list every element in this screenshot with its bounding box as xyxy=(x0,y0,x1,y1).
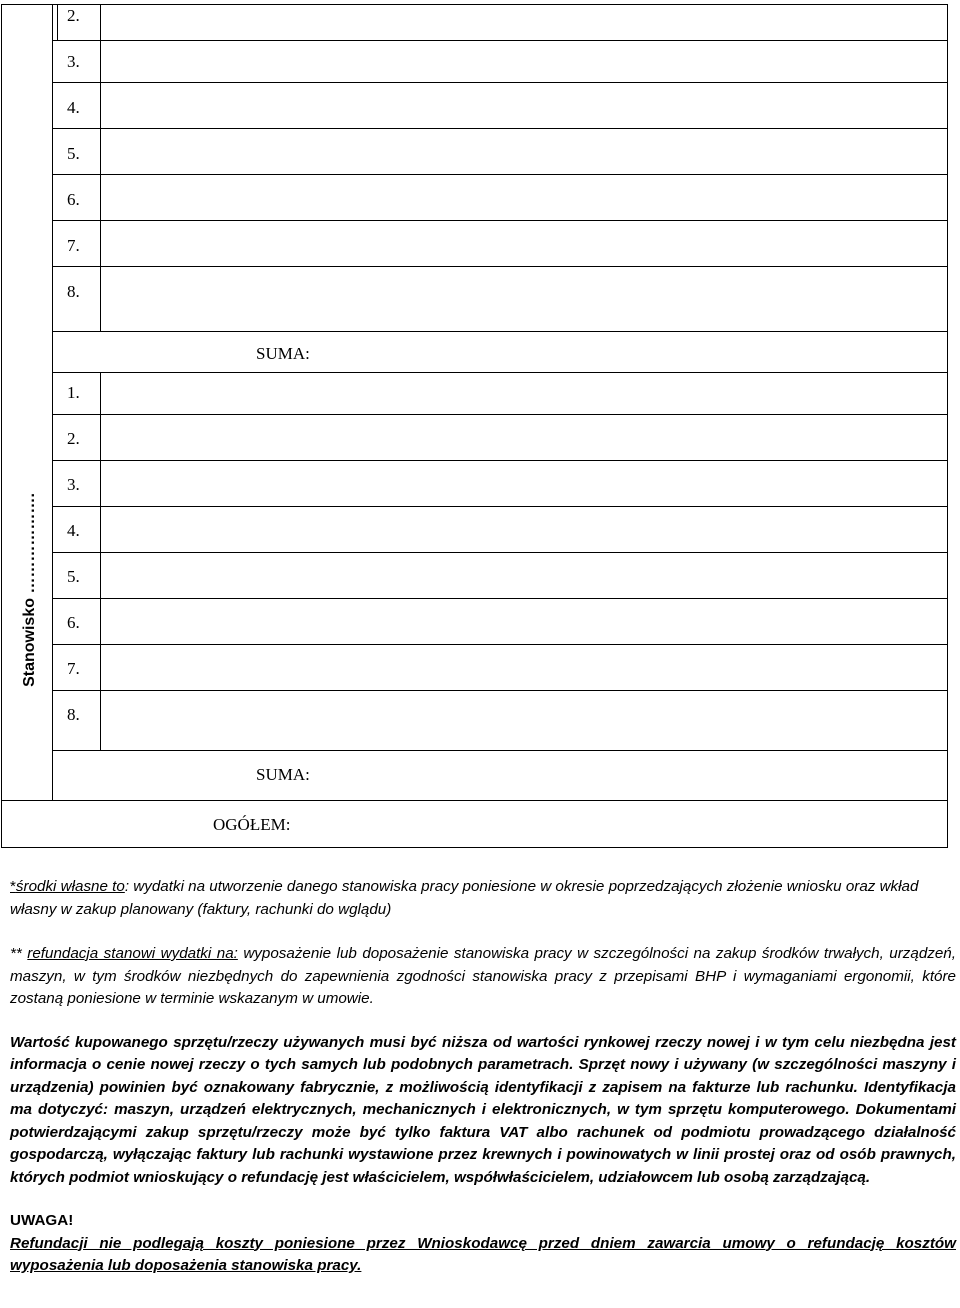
row-number: 4. xyxy=(67,521,80,540)
value-text-2: Sprzęt nowy i używany (w szczególności maszyny i urządzenia) powinien być oznakowany fabrycznie, z możliwością identyfikacji z zapisem na fakturze lub rachunku. Identyfikacja ma dotyczyć: maszyn, urządzeń elektrycznych, mechanicznych i elektronicznych, w tym sprzętu komputerowego. Dokumentami potwierdzającymi zakup sprzętu/rzeczy może być tylko faktura VAT albo rachunek od podmiotu prowadzącego działalność gospodarczą, wyłączając faktury lub rachunki wystawione przez krewnych i powinowatych w linii prostej oraz od osób prawnych, których podmiot wnioskujący o refundację jest właścicielem, współwłaścicielem, udziałowcem lub osobą zarządzającą. xyxy=(10,1056,956,1186)
first-row-mark xyxy=(57,4,58,40)
position-label[interactable]: Stanowisko ………………. xyxy=(21,493,38,687)
row-line xyxy=(52,331,948,332)
row-line xyxy=(1,800,948,801)
row-number: 2. xyxy=(67,429,80,448)
row-line xyxy=(52,220,948,221)
refund-note: ** refundacja stanowi wydatki na: wyposażenie lub doposażenie stanowiska pracy w szczególności na zakup środków trwałych, urządzeń, maszyn, w tym środków niezbędnych do zapewnienia zgodności stanowiska pracy z przepisami BHP i wymaganiami ergonomii, które zostaną poniesione w terminie wskazanym w umowie. xyxy=(10,945,956,1007)
own-funds-text: wydatki na utworzenie danego stanowiska pracy poniesione w okresie poprzedzających złożenie wniosku oraz wkład własny w zakup planowany (faktury, rachunki do wglądu) xyxy=(10,878,919,918)
number-column-divider xyxy=(100,372,101,750)
row-line xyxy=(52,750,948,751)
row-number: 6. xyxy=(67,613,80,632)
row-line xyxy=(1,4,948,5)
row-number: 5. xyxy=(67,144,80,163)
row-number: 4. xyxy=(67,98,80,117)
number-column-divider xyxy=(100,4,101,331)
footnotes xyxy=(10,876,956,1278)
row-number: 7. xyxy=(67,236,80,255)
row-line xyxy=(52,372,948,373)
row-line xyxy=(52,598,948,599)
row-line xyxy=(52,414,948,415)
value-text-1: Wartość kupowanego sprzętu/rzeczy używanych musi być niższa od wartości rynkowej rzeczy nowej i w tym celu niezbędna jest informacja o cenie nowej rzeczy o tych samych lub podobnych parametrach. xyxy=(10,1033,956,1073)
row-line xyxy=(52,460,948,461)
grand-total-label: OGÓŁEM: xyxy=(213,815,291,834)
row-line xyxy=(52,40,948,41)
row-number: 5. xyxy=(67,567,80,586)
row-number: 8. xyxy=(67,705,80,724)
warning-title: UWAGA! xyxy=(10,1212,74,1229)
subtotal-label: SUMA: xyxy=(256,344,310,363)
row-line xyxy=(52,82,948,83)
row-line xyxy=(1,847,948,848)
table-border-left xyxy=(1,4,2,848)
table-border-right xyxy=(947,4,948,848)
value-note xyxy=(10,1032,956,1190)
own-funds-note: *środki własne to: wydatki na utworzenie danego stanowiska pracy poniesione w okresie poprzedzających złożenie wniosku oraz wkład własny w zakup planowany (faktury, rachunki do wglądu) xyxy=(10,878,919,918)
row-line xyxy=(52,506,948,507)
row-line xyxy=(52,174,948,175)
warning-note xyxy=(10,1233,956,1278)
subtotal-label: SUMA: xyxy=(256,765,310,784)
row-line xyxy=(52,128,948,129)
row-number: 2. xyxy=(67,6,80,25)
row-number: 7. xyxy=(67,659,80,678)
row-number: 3. xyxy=(67,475,80,494)
row-number: 3. xyxy=(67,52,80,71)
row-line xyxy=(52,644,948,645)
refund-term: refundacja stanowi wydatki na: xyxy=(27,945,238,962)
row-number: 6. xyxy=(67,190,80,209)
side-column-divider xyxy=(52,4,53,801)
row-number: 8. xyxy=(67,282,80,301)
row-line xyxy=(52,552,948,553)
refund-text: wyposażenie lub doposażenie stanowiska pracy w szczególności na zakup środków trwałych, urządzeń, maszyn, w tym środków niezbędnych do zapewnienia zgodności stanowiska pracy z przepisami BHP i wymaganiami ergonomii, które zostaną poniesione w terminie wskazanym w umowie. xyxy=(10,945,956,1007)
row-number: 1. xyxy=(67,383,80,402)
row-line xyxy=(52,266,948,267)
own-funds-term: środki własne to xyxy=(15,878,125,895)
warning-text: Refundacji nie podlegają koszty poniesione przez Wnioskodawcę przed dniem zawarcia umowy o refundację kosztów wyposażenia lub doposażenia stanowiska pracy. xyxy=(10,1234,956,1274)
row-line xyxy=(52,690,948,691)
